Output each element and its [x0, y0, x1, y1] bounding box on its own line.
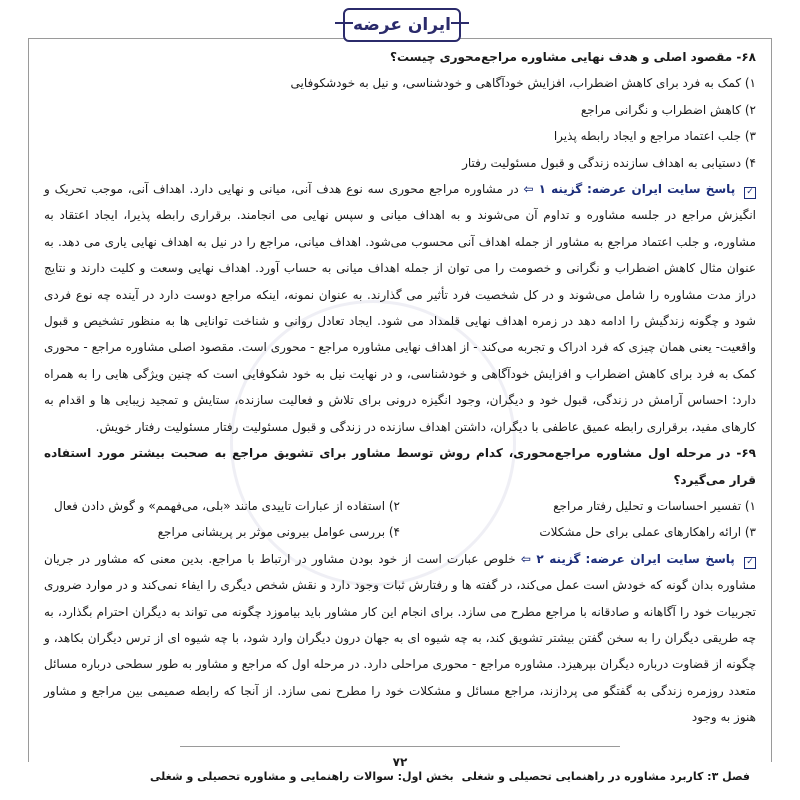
- page-content: [44, 44, 756, 731]
- answer-label: پاسخ سایت ایران عرضه:: [585, 551, 735, 566]
- question-69-options-row-2: [44, 519, 756, 545]
- question-69-title: ۶۹- در مرحله اول مشاوره مراجع‌محوری، کدام روش توسط مشاور برای تشویق مراجع به صحبت بیشتر مورد استفاده قرار می‌گیرد؟: [44, 446, 756, 487]
- brand-logo: [343, 8, 461, 42]
- question-69-option-2: ۲) استفاده از عبارات تاییدی مانند «بلی، می‌فهمم» و گوش دادن فعال: [53, 498, 400, 513]
- question-69-option-4: ۴) بررسی عوامل بیرونی موثر بر پریشانی مراجع: [157, 525, 400, 540]
- logo-tail-right: [451, 22, 469, 24]
- question-68-option-2: ۲) کاهش اضطراب و نگرانی مراجع: [580, 102, 756, 117]
- answer-label: پاسخ سایت ایران عرضه:: [587, 182, 736, 197]
- question-68-option-3: ۳) جلب اعتماد مراجع و ایجاد رابطه پذیرا: [553, 129, 756, 144]
- question-68-answer: [44, 176, 756, 440]
- checkbox-icon: ✓: [744, 557, 756, 569]
- question-69-option-1: ۱) تفسیر احساسات و تحلیل رفتار مراجع: [553, 498, 756, 513]
- answer-choice: گزینه ۲ ⇦: [520, 551, 581, 566]
- checkbox-icon: ✓: [744, 187, 756, 199]
- logo-text: ایران عرضه: [353, 15, 451, 35]
- answer-text: در مشاوره مراجع محوری سه نوع هدف آنی، میانی و نهایی دارد. اهداف آنی، موجب تحریک و انگیزش مراجع در جلسه مشاوره و تداوم آن می‌شوند و به اهداف میانی و سپس نهایی می انجامند. برقراری رابطه پذیرا، ایجاد اعتقاد به مشاوره، و جلب اعتماد مراجع به مشاور از جمله اهداف آنی محسوب می‌شود. اهداف میانی، مراجع را در نیل به اهداف نهایی یاری می دهد. به عنوان مثال کاهش اضطراب و نگرانی و خصومت را می توان از جمله اهداف میانی به حساب آورد. اهداف نهایی وسعت و کلیت دارند و نتایج دراز مدت مشاوره را شامل می‌شوند و در کل شخصیت فرد تأثیر می گذارند. به عنوان نمونه، اینکه مراجع دوست دارد در آینده چه نوع فردی شود و چگونه زندگیش را ادامه دهد در زمره اهداف نهایی قلمداد می شود. ایجاد تعادل روانی و شناخت توانایی ها به منظور تشخیص و قبول واقعیت- یعنی همان چیزی که فرد ادراک و تجربه می‌کند - از اهداف نهایی مشاوره مراجع - محوری است. مقصود اصلی مشاوره مراجع - محوری کمک به فرد برای کاهش اضطراب و افزایش خودآگاهی و خودشناسی، و در نهایت نیل به خود شکوفایی است که چنین ویژگی هایی را به همراه دارد: احساس آرامش در زندگی، قبول خود و دیگران، وجود انگیزه درونی برای تلاش و فعالیت سازنده، ستایش و تمجید زیبایی ها و اقدام به کارهای مفید، برقراری رابطه عمیق عاطفی با دیگران، داشتن اهداف سازنده در زندگی و قبول مسئولیت رفتار مسئولیت رفتار خویش.: [44, 182, 756, 434]
- question-69-options-row-1: [44, 493, 756, 519]
- question-69-answer: [44, 546, 756, 731]
- question-68-option-1: ۱) کمک به فرد برای کاهش اضطراب، افزایش خودآگاهی و خودشناسی، و نیل به خودشکوفایی: [290, 76, 756, 91]
- answer-choice: گزینه ۱ ⇦: [523, 182, 583, 197]
- question-68-option-4: ۴) دستیابی به اهداف سازنده زندگی و قبول مسئولیت رفتار: [462, 155, 756, 170]
- logo-tail-left: [335, 22, 353, 24]
- footer-section: بخش اول: سوالات راهنمایی و مشاوره تحصیلی و شغلی: [150, 770, 454, 783]
- answer-text: خلوص عبارت است از خود بودن مشاور در ارتباط با مراجع. بدین معنی که مشاور در جریان مشاوره بدان گونه که خودش است عمل می‌کند، در گفته ها و رفتارش ثبات وجود دارد و نقش شخص دیگری را ایفاء نمی‌کند و در موارد ضروری تجربیات خود را آگاهانه و صادقانه با مراجع مطرح می سازد. برای انجام این کار مشاور باید بیاموزد چگونه می تواند به دیگران احترام بگذارد، به چه طریقی دیگران را به سخن گفتن بیشتر تشویق کند، به چه شیوه ای به جهان درون دیگران وارد شود، با چه شیوه ای از ترس دیگران بکاهد، و چگونه از قضاوت درباره دیگران بپرهیزد. مشاوره مراجع - محوری مراحلی دارد. در مرحله اول که مراجع و مشاور به طور سطحی درباره مسائل متعدد روزمره زندگی به گفتگو می پردازند، مراجع مسائل و مشکلات خود را مطرح نمی سازد. از آنجا که رابطه صمیمی بین مراجع و مشاور هنوز به وجود: [44, 551, 756, 725]
- page-number: ۷۲: [392, 755, 408, 769]
- footer-chapter: فصل ۳: کاربرد مشاوره در راهنمایی تحصیلی و شغلی: [461, 770, 750, 783]
- question-68-title: ۶۸- مقصود اصلی و هدف نهایی مشاوره مراجع‌محوری چیست؟: [390, 50, 756, 64]
- footer-rule: [180, 746, 620, 747]
- question-69-option-3: ۳) ارائه راهکارهای عملی برای حل مشکلات: [539, 525, 756, 540]
